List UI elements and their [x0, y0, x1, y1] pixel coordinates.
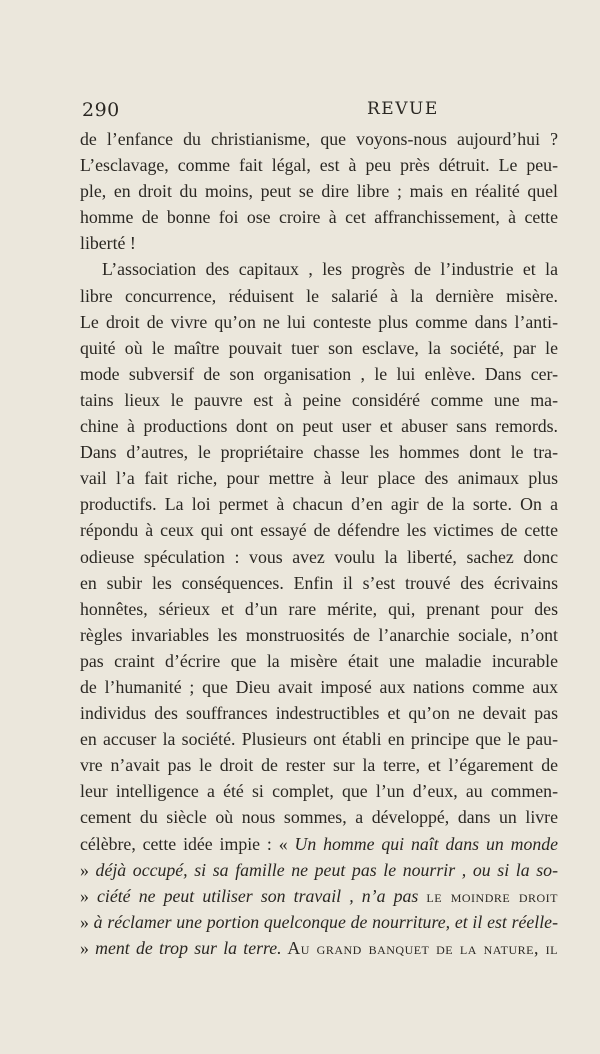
text-line: L’esclavage, comme fait légal, est à peu près détruit. Le peu- — [80, 155, 558, 176]
text-line — [80, 831, 558, 857]
text-line: libre concurrence, réduisent le salarié à la dernière misère. — [80, 285, 558, 306]
text-run: célèbre, cette idée impie : « — [80, 833, 295, 854]
text-line: pas craint d’écrire que la misère était une maladie incurable — [80, 650, 558, 671]
quote-run: ciété ne peut utiliser son travail , n’a pas — [97, 885, 427, 906]
quote-run: déjà occupé, si sa famille ne peut pas le nourrir , ou si la so- — [95, 859, 558, 880]
text-line: règles invariables les monstruosités de l’anarchie sociale, n’ont — [80, 624, 558, 645]
quote-run: à réclamer une portion quelconque de nourriture, et il est réelle- — [93, 911, 558, 932]
page-header — [82, 99, 522, 123]
body-text — [80, 126, 558, 961]
text-line: honnêtes, sérieux et d’un rare mérite, qui, prenant pour des — [80, 598, 558, 619]
text-line: cement du siècle où nous sommes, a développé, dans un livre — [80, 807, 558, 828]
text-line: ple, en droit du moins, peut se dire libre ; mais en réalité quel — [80, 181, 558, 202]
text-line: vail l’a fait riche, pour mettre à leur place des animaux plus — [80, 468, 558, 489]
text-line: quité où le maître pouvait tuer son esclave, la société, par le — [80, 337, 558, 358]
text-line — [80, 935, 558, 961]
text-line: répondu à ceux qui ont essayé de défendre les victimes de cette — [80, 520, 558, 541]
text-line: productifs. La loi permet à chacun d’en agir de la sorte. On a — [80, 494, 558, 515]
text-line: mode subversif de son organisation , le lui enlève. Dans cer- — [80, 363, 558, 384]
text-line: odieuse spéculation : vous avez voulu la liberté, sachez donc — [80, 546, 558, 567]
running-title: REVUE — [367, 99, 439, 119]
text-line: de l’enfance du christianisme, que voyons-nous aujourd’hui ? — [80, 129, 558, 149]
text-line: tains lieux le pauvre est à peine considéré comme une ma- — [80, 389, 558, 410]
text-line: L’association des capitaux , les progrès de l’industrie et la — [102, 259, 558, 280]
quote-mark: » — [80, 859, 96, 880]
text-line: chine à productions dont on peut user et abuser sans remords. — [80, 416, 558, 437]
text-line: de l’humanité ; que Dieu avait imposé aux nations comme aux — [80, 676, 558, 697]
text-line — [80, 909, 558, 935]
quote-run: Un homme qui naît dans un monde — [294, 833, 559, 854]
text-line: leur intelligence a été si complet, que l’un d’eux, au commen- — [80, 781, 558, 802]
quote-run: ment de trop sur la terre. — [95, 937, 282, 958]
text-line: vre n’avait pas le droit de rester sur la terre, et l’égarement de — [80, 755, 558, 776]
smallcaps-run: Au grand banquet de la nature, il — [281, 937, 558, 958]
text-line: homme de bonne foi ose croire à cet affranchissement, à cette — [80, 207, 558, 228]
text-line: en accuser la société. Plusieurs ont établi en principe que le pau- — [80, 729, 558, 750]
quote-mark: » — [80, 885, 98, 906]
quote-mark: » — [80, 937, 96, 958]
text-line: liberté ! — [80, 233, 136, 254]
smallcaps-run: le moindre droit — [426, 885, 558, 906]
text-line: individus des souffrances indestructibles et qu’on ne devait pas — [80, 703, 558, 724]
text-line: en subir les conséquences. Enfin il s’est trouvé des écrivains — [80, 572, 558, 593]
text-line — [80, 857, 558, 883]
quote-mark: » — [80, 911, 94, 932]
text-line: Le droit de vivre qu’on ne lui conteste plus comme dans l’anti- — [80, 311, 558, 332]
text-line: Dans d’autres, le propriétaire chasse les hommes dont le tra- — [80, 442, 558, 463]
text-line — [80, 883, 558, 909]
page-number: 290 — [82, 99, 120, 121]
